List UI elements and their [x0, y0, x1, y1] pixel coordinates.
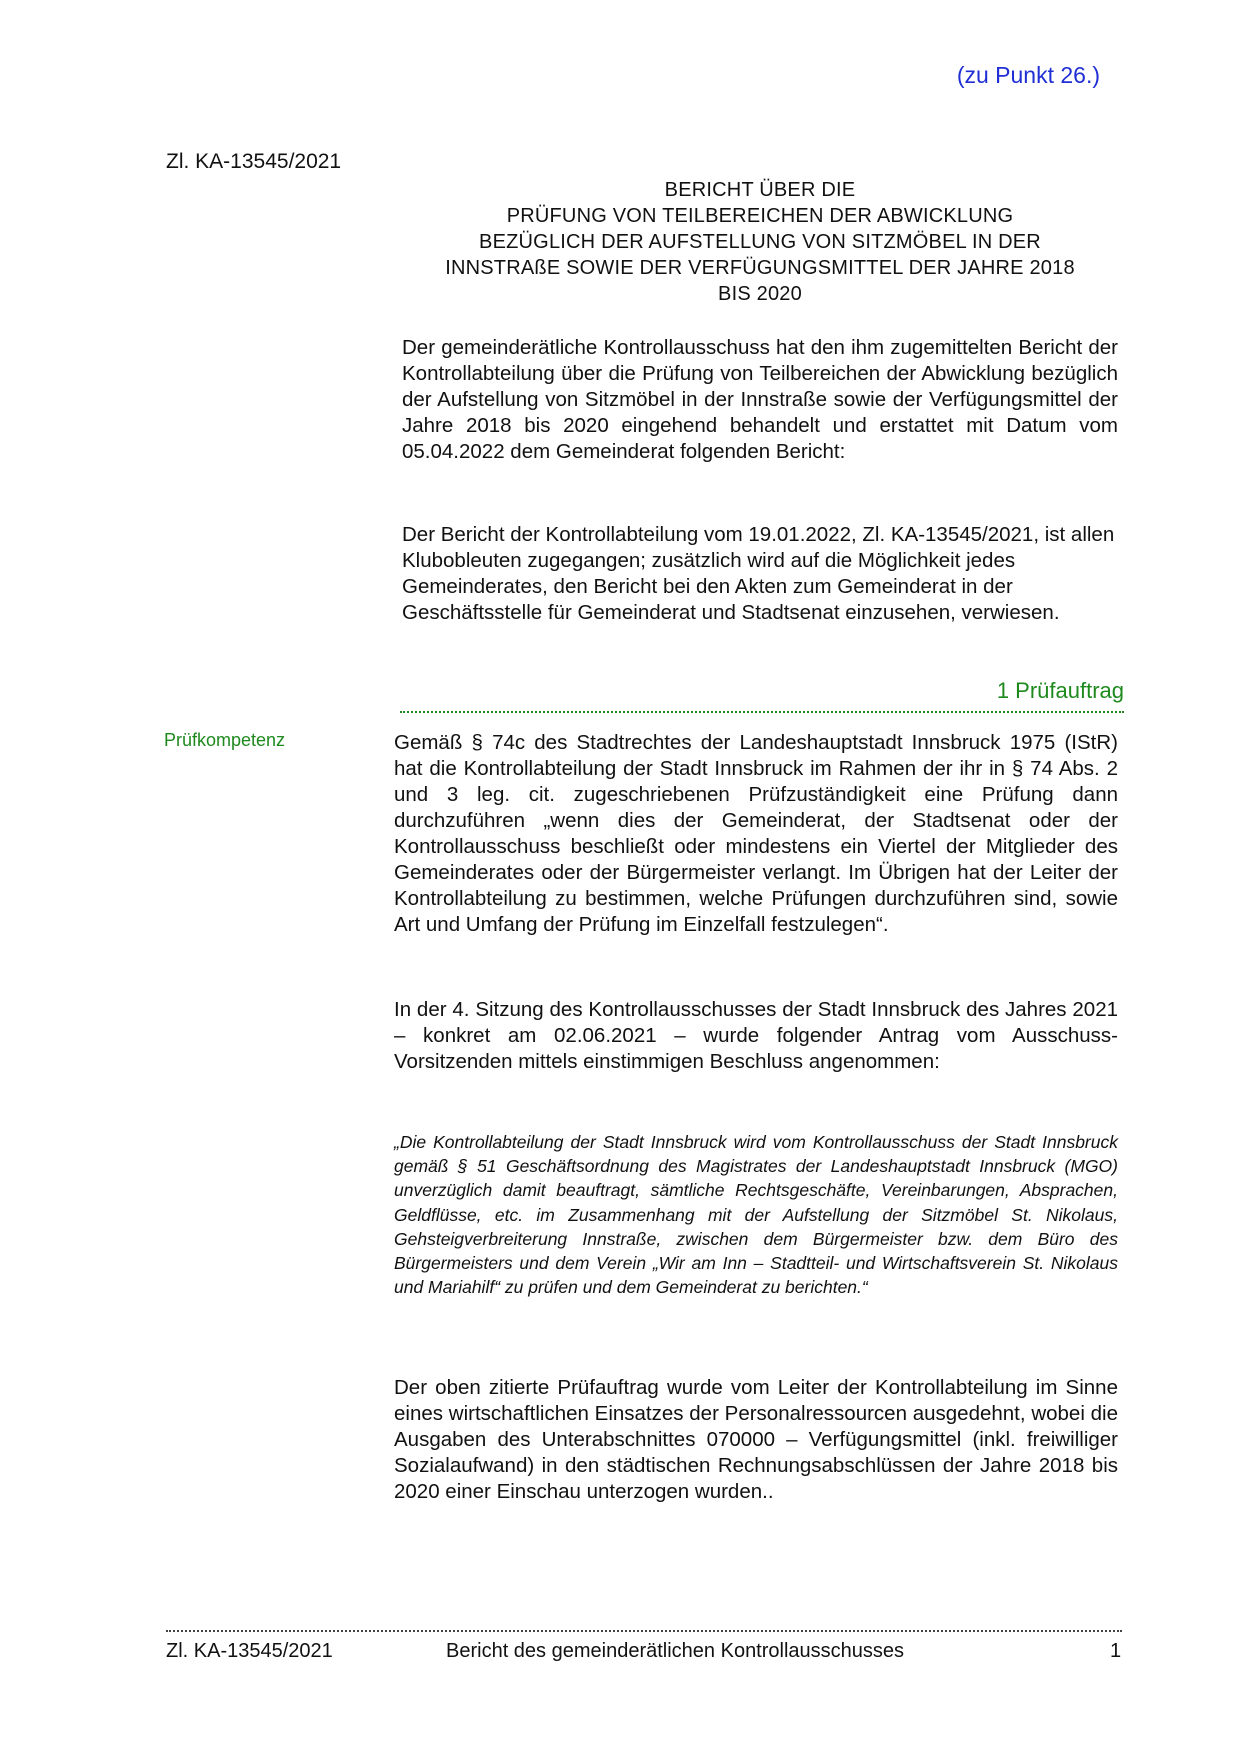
- report-title: [400, 177, 1120, 307]
- agenda-reference: (zu Punkt 26.): [956, 62, 1100, 88]
- file-number: Zl. KA-13545/2021: [166, 150, 342, 173]
- quoted-motion: „Die Kontrollabteilung der Stadt Innsbruck wird vom Kontrollausschuss der Stadt Innsbruck gemäß § 51 Geschäftsordnung des Magistrates der Landeshauptstadt Innsbruck (MGO) unverzüglich damit beauftragt, sämtliche Rechtsgeschäfte, Vereinbarungen, Absprachen, Geldflüsse, etc. im Zusammenhang mit der Aufstellung der Sitzmöbel St. Nikolaus, Gehsteigverbreiterung Innstraße, zwischen dem Bürgermeister bzw. dem Büro des Bürgermeisters und dem Verein „Wir am Inn – Stadtteil- und Wirtschaftsverein St. Nikolaus und Mariahilf“ zu prüfen und dem Gemeinderat zu berichten.“: [394, 1132, 1118, 1298]
- body-paragraph: Der oben zitierte Prüfauftrag wurde vom Leiter der Kontrollabteilung im Sinne eines wirtschaftlichen Einsatzes der Personalressourcen ausgedehnt, wobei die Ausgaben des Unterabschnittes 070000 – Verfügungsmittel (inkl. freiwilliger Sozialaufwand) in den städtischen Rechnungsabschlüssen der Jahre 2018 bis 2020 einer Einschau unterzogen wurden..: [394, 1376, 1118, 1503]
- footer-divider: [166, 1630, 1122, 1632]
- title-line: BEZÜGLICH DER AUFSTELLUNG VON SITZMÖBEL IN DER: [479, 231, 1041, 253]
- section-heading: 1 Prüfauftrag: [996, 678, 1124, 703]
- footer-title: Bericht des gemeinderätlichen Kontrollausschusses: [446, 1640, 905, 1662]
- body-paragraph: In der 4. Sitzung des Kontrollausschusses der Stadt Innsbruck des Jahres 2021 – konkret am 02.06.2021 – wurde folgender Antrag vom Ausschuss-Vorsitzenden mittels einstimmigen Beschluss angenommen:: [394, 998, 1118, 1073]
- title-line: BERICHT ÜBER DIE: [664, 179, 856, 201]
- page-number: 1: [1110, 1640, 1122, 1662]
- footer-file-number: Zl. KA-13545/2021: [166, 1640, 333, 1662]
- body-paragraph: Gemäß § 74c des Stadtrechtes der Landeshauptstadt Innsbruck 1975 (IStR) hat die Kontrollabteilung der Stadt Innsbruck im Rahmen der ihr in § 74 Abs. 2 und 3 leg. cit. zugeschriebenen Prüfzuständigkeit eine Prüfung dann durchzuführen „wenn dies der Gemeinderat, der Stadtsenat oder der Kontrollausschuss beschließt oder mindestens ein Viertel der Mitglieder des Gemeinderates oder der Bürgermeister verlangt. Im Übrigen hat der Leiter der Kontrollabteilung zu bestimmen, welche Prüfungen durchzuführen sind, sowie Art und Umfang der Prüfung im Einzelfall festzulegen“.: [394, 731, 1118, 936]
- title-line: PRÜFUNG VON TEILBEREICHEN DER ABWICKLUNG: [506, 205, 1014, 227]
- intro-paragraph: Der Bericht der Kontrollabteilung vom 19.01.2022, Zl. KA-13545/2021, ist allen Klubobleuten zugegangen; zusätzlich wird auf die Möglichkeit jedes Gemeinderates, den Bericht bei den Akten zum Gemeinderat in der Geschäftsstelle für Gemeinderat und Stadtsenat einzusehen, verwiesen.: [402, 523, 1115, 624]
- margin-label: Prüfkompetenz: [164, 730, 286, 750]
- title-line: INNSTRAßE SOWIE DER VERFÜGUNGSMITTEL DER JAHRE 2018: [445, 257, 1075, 279]
- intro-paragraph: Der gemeinderätliche Kontrollausschuss hat den ihm zugemittelten Bericht der Kontrollabteilung über die Prüfung von Teilbereichen der Abwicklung bezüglich der Aufstellung von Sitzmöbel in der Innstraße sowie der Verfügungsmittel der Jahre 2018 bis 2020 eingehend behandelt und erstattet mit Datum vom 05.04.2022 dem Gemeinderat folgenden Bericht:: [402, 336, 1118, 463]
- title-line: BIS 2020: [718, 283, 802, 305]
- section-divider: [400, 711, 1124, 713]
